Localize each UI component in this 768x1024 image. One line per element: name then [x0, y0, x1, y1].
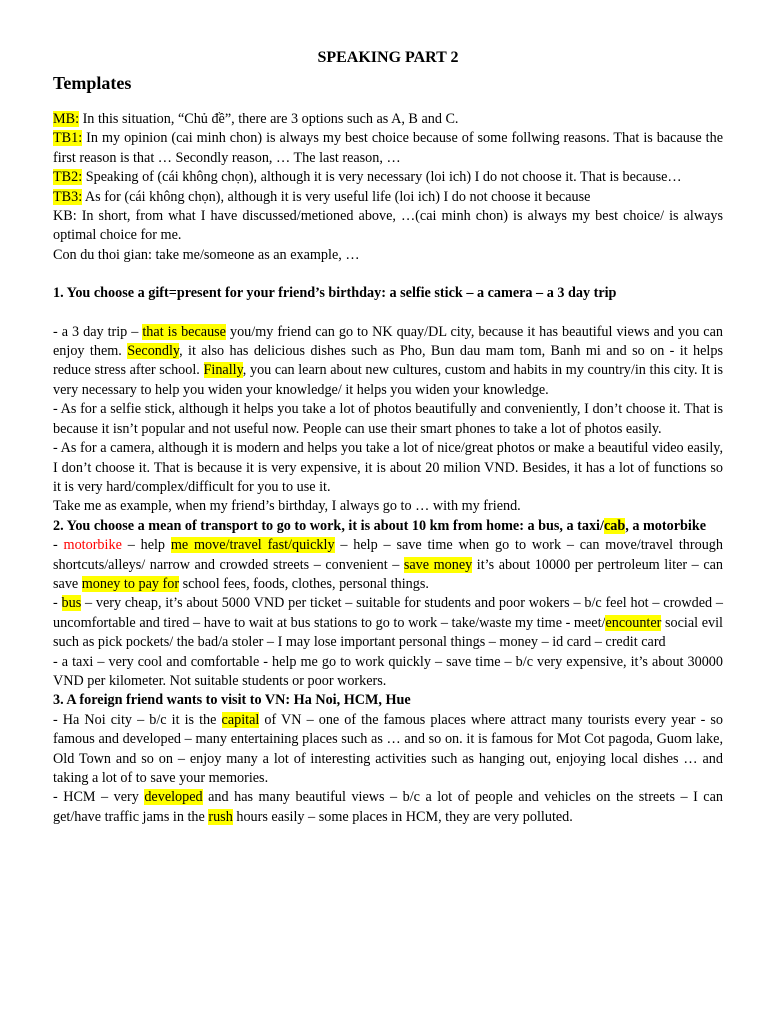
question-1-title: 1. You choose a gift=present for your friend’s birthday: a selfie stick – a camera – a 3 day trip	[53, 285, 617, 302]
q2-answer-motorbike	[53, 536, 723, 594]
text-run: you/my friend can go to NK quay/DL city, because it has beautiful views and you can enjoy them.	[53, 323, 723, 360]
q3-answer-hanoi	[53, 711, 723, 789]
tag-tb3: TB3:	[53, 188, 83, 205]
text-run: it’s about 10000 per pertroleum liter – can save	[53, 556, 724, 592]
tag-tb1: TB1:	[53, 130, 83, 147]
highlight: Secondly	[127, 343, 180, 360]
tag-mb: MB:	[53, 111, 80, 127]
spacer	[53, 304, 723, 323]
question-2-title	[53, 517, 723, 536]
highlight: developed	[144, 789, 203, 806]
template-text: Speaking of (cái không chọn), although it is very necessary (loi ich) I do not choose it. That is because…	[82, 169, 682, 186]
text-run: and has many beautiful views – b/c a lot of people and vehicles on the streets – I can get/have traffic jams in the	[53, 789, 723, 825]
text-run: - Ha Noi city – b/c it is the	[53, 711, 222, 728]
template-text: In my opinion (cai minh chon) is always my best choice because of some follwing reasons. That is bacause the first reason is that … Secondly reason, … The last reason, …	[53, 130, 723, 166]
highlight: bus	[61, 595, 82, 612]
text-run: -	[53, 537, 64, 554]
highlight: me move/travel fast/quickly	[170, 537, 335, 554]
text-run: 2. You choose a mean of transport to go to work, it is about 10 km from home: a bus, a taxi/	[53, 517, 604, 534]
q1-answer-selfie-stick: - As for a selfie stick, although it helps you take a lot of photos beautifully and conveniently, I don’t choose it. That is because it isn’t popular and not useful now. People can use their smart phones to take a lot of photos easily.	[53, 401, 723, 437]
text-run: hours easily – some places in HCM, they are very polluted.	[232, 808, 573, 825]
question-3-title: 3. A foreign friend wants to visit to VN: Ha Noi, HCM, Hue	[53, 692, 411, 709]
text-run: - a 3 day trip –	[53, 323, 143, 340]
template-tb1	[53, 129, 723, 168]
text-run: -	[53, 595, 62, 612]
q3-answer-hcm	[53, 788, 723, 827]
template-mb	[53, 110, 723, 129]
text-run: , you can learn about new cultures, custom and habits in my country/in this city. It is very necessary to help you widen your knowledge/ it helps you widen your knowledge.	[53, 362, 723, 398]
text-run: – help	[121, 537, 171, 554]
highlight: Finally	[203, 362, 243, 379]
text-run: - HCM – very	[53, 789, 145, 806]
text-run: , a motorbike	[625, 517, 707, 534]
q2-answer-taxi: - a taxi – very cool and comfortable - help me go to work quickly – save time – b/c very expensive, it’s about 30000 VND per kilometer. Not suitable students or poor workers.	[53, 653, 723, 689]
highlight: money to pay for	[81, 575, 180, 592]
page-title: SPEAKING PART 2	[317, 49, 459, 66]
red-keyword: motorbike	[63, 537, 122, 554]
template-tb3	[53, 188, 723, 207]
template-text: As for (cái không chọn), although it is very useful life (loi ich) I do not choose it because	[82, 188, 591, 205]
template-tb2	[53, 168, 723, 187]
template-kb: KB: In short, from what I have discussed/metioned above, …(cai minh chon) is always my best choice/ is always optimal choice for me.	[53, 208, 723, 244]
q1-example: Take me as example, when my friend’s birthday, I always go to … with my friend.	[53, 498, 521, 515]
highlight: that is because	[142, 323, 226, 340]
text-run: , it also has delicious dishes such as Pho, Bun dau mam tom, Banh mi and so on - it helps reduce stress after school.	[53, 343, 723, 379]
q1-answer-camera: - As for a camera, although it is modern and helps you take a lot of nice/great photos or make a beautiful video easily, I don’t choose it. That is because it is very expensive, it is about 20 milion VND. Besides, it has a lot of functions so it is very hard/complex/difficult for you to use it.	[53, 440, 723, 495]
highlight: encounter	[605, 614, 662, 631]
highlight: rush	[208, 808, 233, 825]
template-text: In this situation, “Chủ đề”, there are 3 options such as A, B and C.	[79, 111, 459, 127]
text-run: of VN – one of the famous places where attract many tourists every year - so famous and developed – many entertaining places such as … and so on. it is famous for Mot Cot pagoda, Guom lake, Old Town and so on – enjoy many a lot of interesting activities such as hanging out, enjoying local dishes … and taking a lot of to save your memories.	[53, 711, 724, 786]
text-run: – very cheap, it’s about 5000 VND per ticket – suitable for students and poor wokers – b/c feel hot – crowded – uncomfortable and tired – have to wait at bus stations to go to work – take/waste my time - meet/	[53, 595, 723, 631]
template-extra: Con du thoi gian: take me/someone as an example, …	[53, 246, 360, 263]
text-run: social evil such as pick pockets/ the bad/a stoler – I may lose important personal things – money – id card – credit card	[53, 614, 723, 651]
document-page	[53, 48, 723, 827]
spacer	[53, 265, 723, 284]
text-run: – help – save time when go to work – can move/travel through shortcuts/alleys/ narrow and crowded streets – convenient –	[53, 537, 723, 573]
highlight: save money	[403, 556, 473, 573]
highlight: cab	[603, 517, 626, 534]
tag-tb2: TB2:	[53, 169, 83, 186]
templates-heading: Templates	[53, 73, 132, 93]
q2-answer-bus	[53, 594, 723, 652]
q1-answer-trip	[53, 323, 723, 401]
highlight: capital	[221, 711, 260, 728]
text-run: school fees, foods, clothes, personal things.	[179, 575, 429, 592]
